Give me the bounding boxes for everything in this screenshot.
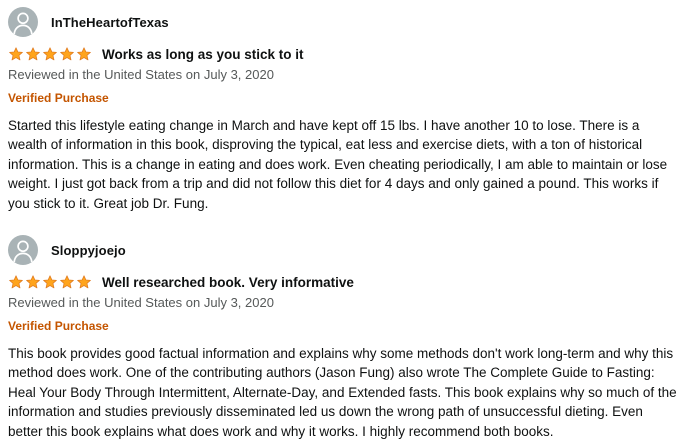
star-icon bbox=[25, 46, 41, 62]
avatar[interactable] bbox=[8, 235, 38, 265]
reviewer-profile-link[interactable] bbox=[8, 235, 678, 265]
title-row bbox=[8, 274, 678, 290]
avatar[interactable] bbox=[8, 7, 38, 37]
review-title-link[interactable]: Well researched book. Very informative bbox=[102, 274, 354, 290]
star-icon bbox=[76, 46, 92, 62]
star-icon bbox=[42, 274, 58, 290]
review-date: Reviewed in the United States on July 3, 2020 bbox=[8, 295, 274, 311]
star-rating bbox=[8, 46, 92, 62]
verified-purchase-badge[interactable]: Verified Purchase bbox=[8, 319, 109, 334]
reviewer-name: Sloppyjoejo bbox=[51, 242, 126, 258]
review-date: Reviewed in the United States on July 3, 2020 bbox=[8, 67, 274, 82]
star-icon bbox=[42, 46, 58, 62]
title-row bbox=[8, 46, 678, 62]
person-icon bbox=[8, 235, 38, 265]
star-icon bbox=[59, 46, 75, 62]
verified-purchase-badge[interactable]: Verified Purchase bbox=[8, 91, 109, 105]
star-icon bbox=[25, 274, 41, 290]
person-icon bbox=[8, 7, 38, 37]
star-icon bbox=[8, 274, 24, 290]
star-icon bbox=[59, 274, 75, 290]
star-icon bbox=[76, 274, 92, 290]
star-icon bbox=[8, 46, 24, 62]
review-body: This book provides good factual information and explains why some methods don't work long-term and why this method does work. One of the contributing authors (Jason Fung) also wrote The Complete Guide to Fasting: Heal Your Body Through Intermittent, Alternate-Day, and Extended fasts. This book explains why so much of the information and studies previously disseminated led us down the wrong path of unsuccessful dieting. Even better this book explains what does work and why it works. I highly recommend both books. bbox=[8, 346, 677, 439]
review-title-link[interactable]: Works as long as you stick to it bbox=[102, 46, 304, 62]
star-rating bbox=[8, 274, 92, 290]
review-card bbox=[8, 235, 678, 441]
review-body: Started this lifestyle eating change in March and have kept off 15 lbs. I have another 10 to lose. There is a wealth of information in this book, disproving the typical, eat less and exercise diets, with a ton of historical information. This is a change in eating and does work. Even cheating periodically, I am able to maintain or lose weight. I just got back from a trip and did not follow this diet for 4 days and only gained a pound. This works if you stick to it. Great job Dr. Fung. bbox=[8, 118, 668, 211]
review-card bbox=[8, 7, 678, 213]
reviewer-name: InTheHeartofTexas bbox=[51, 14, 169, 30]
reviewer-profile-link[interactable] bbox=[8, 7, 678, 37]
